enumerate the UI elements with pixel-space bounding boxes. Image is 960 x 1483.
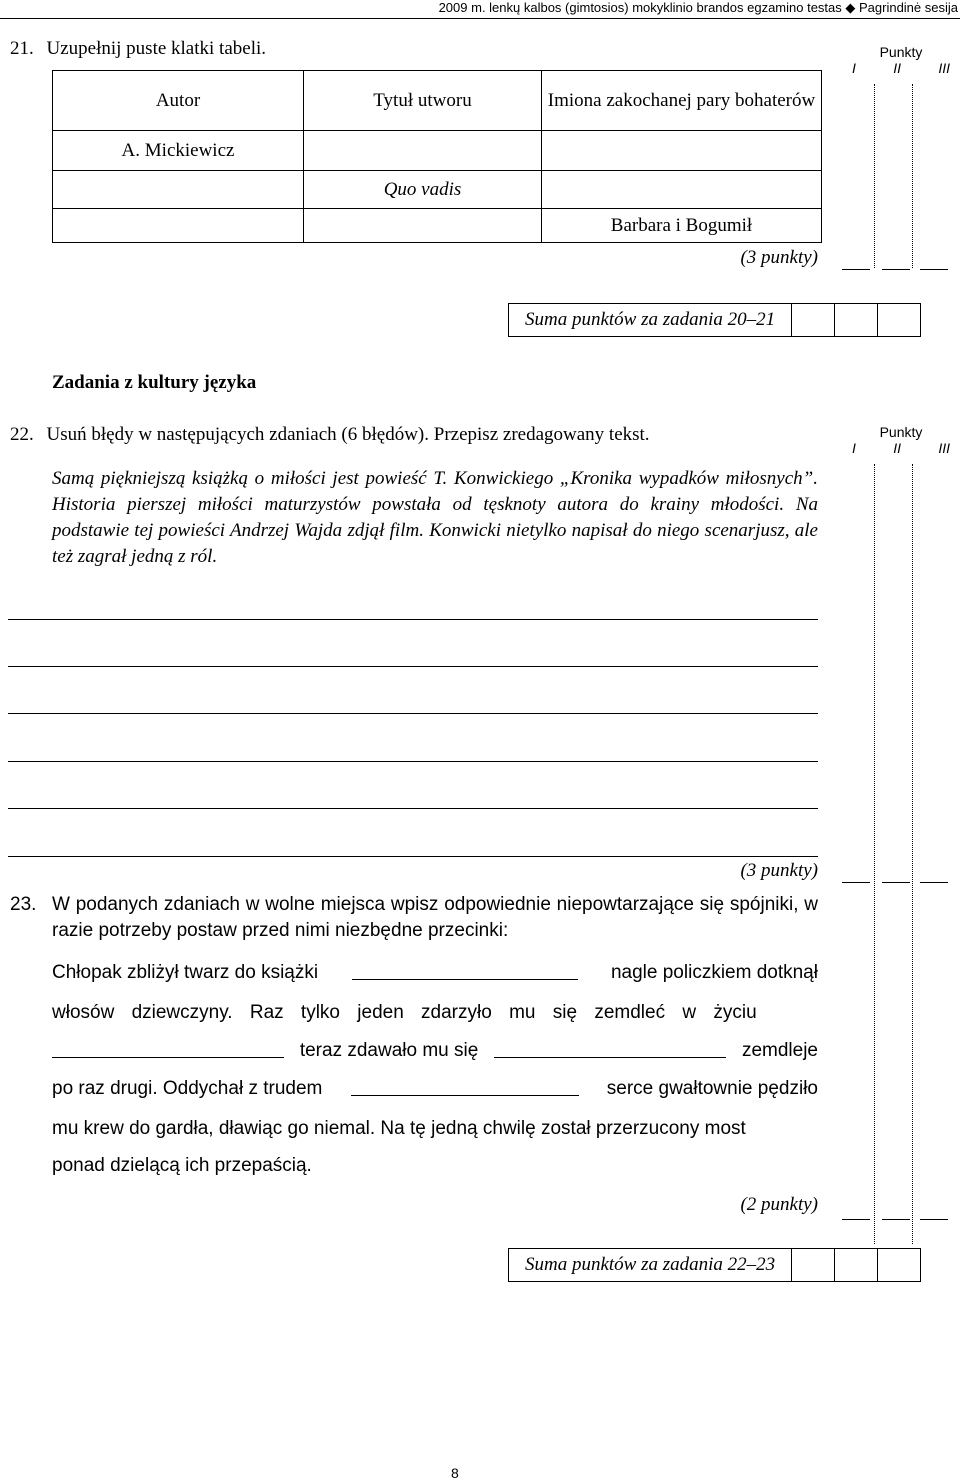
punkty-col-i: I <box>852 440 856 456</box>
answer-line[interactable] <box>8 713 818 714</box>
dotted-separator <box>874 84 875 268</box>
score-blank-ii[interactable] <box>882 882 910 883</box>
sum-box-20-21 <box>508 303 921 337</box>
punkty-col-iii: III <box>938 60 950 76</box>
dotted-separator <box>874 464 875 1244</box>
sentence-fragment: zemdleje <box>741 1040 818 1061</box>
page-number: 8 <box>451 1465 459 1481</box>
score-blank-ii[interactable] <box>882 1219 910 1220</box>
task-23-line-3 <box>52 1040 818 1062</box>
task-23-line-1 <box>52 962 818 984</box>
punkty-label: Punkty <box>879 44 923 60</box>
punkty-label: Punkty <box>879 424 923 440</box>
sum-box-22-23 <box>508 1248 921 1282</box>
answer-line[interactable] <box>8 619 818 620</box>
sum-label: Suma punktów za zadania 22–23 <box>509 1249 792 1281</box>
blank-field-4[interactable] <box>351 1094 579 1096</box>
score-blank-ii[interactable] <box>882 269 910 270</box>
sentence-fragment: nagle policzkiem dotknął <box>610 962 818 983</box>
score-blank-i[interactable] <box>842 269 870 270</box>
score-blank-iii[interactable] <box>920 269 948 270</box>
task-21-heading <box>10 38 266 60</box>
table-row <box>53 171 822 209</box>
sum-cell[interactable] <box>878 304 920 336</box>
section-title: Zadania z kultury języka <box>52 372 257 393</box>
task-22-prompt: Usuń błędy w następujących zdaniach (6 błędów). Przepisz zredagowany tekst. <box>46 424 650 445</box>
task-22-text: Samą piękniejszą książką o miłości jest powieść T. Konwickiego „Kronika wypadków miłosnych”. Historia pierszej miłości maturzystów powstała od tęsknoty autora do krainy młodości. Na podstawie tej powieści Andrzej Wajda zdjął film. Konwicki nietylko napisał do niego scenarjusz, ale też zagrał jedną z ról. <box>52 468 818 567</box>
blank-field-1[interactable] <box>352 978 578 980</box>
score-blank-iii[interactable] <box>920 1219 948 1220</box>
blank-field-2[interactable] <box>52 1056 284 1058</box>
table-cell-empty[interactable] <box>542 131 822 171</box>
task-23-heading <box>10 892 818 944</box>
table-cell-empty[interactable] <box>304 131 542 171</box>
answer-line[interactable] <box>8 666 818 667</box>
sentence-fragment: serce gwałtownie pędziło <box>606 1078 818 1099</box>
task-21-prompt: Uzupełnij puste klatki tabeli. <box>46 38 267 59</box>
table-cell-empty[interactable] <box>542 171 822 209</box>
task-21-number: 21. <box>10 38 34 59</box>
task-23-prompt: W podanych zdaniach w wolne miejsca wpisz odpowiednie niepowtarzające się spójniki, w razie potrzeby postaw przed nimi niezbędne przecinki: <box>52 894 818 941</box>
task-21-points: (3 punkty) <box>740 247 818 268</box>
blank-field-3[interactable] <box>494 1056 726 1058</box>
table-cell-empty[interactable] <box>53 171 304 209</box>
dotted-separator <box>912 84 913 268</box>
table-cell: A. Mickiewicz <box>53 131 304 171</box>
header-divider <box>0 18 960 19</box>
task-22-heading <box>10 424 650 446</box>
punkty-header-2 <box>846 424 956 456</box>
task-21-table <box>52 70 822 243</box>
page-header: 2009 m. lenkų kalbos (gimtosios) mokyklinio brandos egzamino testas ◆ Pagrindinė sesija <box>438 0 958 15</box>
table-cell-empty[interactable] <box>304 209 542 243</box>
sum-cell[interactable] <box>792 1249 835 1281</box>
task-23-line-6: ponad dzielącą ich przepaścią. <box>52 1155 312 1176</box>
task-23-number: 23. <box>10 894 37 915</box>
answer-line[interactable] <box>8 808 818 809</box>
table-row <box>53 131 822 171</box>
table-row <box>53 209 822 243</box>
task-23-line-5: mu krew do gardła, dławiąc go niemal. Na tę jedną chwilę został przerzucony most <box>52 1118 746 1139</box>
task-22-number: 22. <box>10 424 34 445</box>
sentence-fragment: teraz zdawało mu się <box>299 1040 479 1061</box>
table-header-autor: Autor <box>53 71 304 131</box>
task-23-points: (2 punkty) <box>740 1194 818 1215</box>
score-blank-iii[interactable] <box>920 882 948 883</box>
table-cell: Barbara i Bogumił <box>542 209 822 243</box>
punkty-header-1 <box>846 44 956 76</box>
table-cell-empty[interactable] <box>53 209 304 243</box>
task-23-line-4 <box>52 1078 818 1100</box>
table-cell: Quo vadis <box>304 171 542 209</box>
sum-label: Suma punktów za zadania 20–21 <box>509 304 792 336</box>
dotted-separator <box>912 464 913 1244</box>
task-23-line-2: włosów dziewczyny. Raz tylko jeden zdarzyło mu się zemdleć w życiu <box>52 1002 757 1023</box>
score-blank-i[interactable] <box>842 1219 870 1220</box>
score-blank-i[interactable] <box>842 882 870 883</box>
table-header-title: Tytuł utworu <box>304 71 542 131</box>
task-22-points: (3 punkty) <box>740 860 818 881</box>
punkty-col-iii: III <box>938 440 950 456</box>
sentence-fragment: Chłopak zbliżył twarz do książki <box>52 962 319 983</box>
sentence-fragment: po raz drugi. Oddychał z trudem <box>52 1078 323 1099</box>
sum-cell[interactable] <box>835 304 878 336</box>
answer-line[interactable] <box>8 761 818 762</box>
sum-cell[interactable] <box>835 1249 878 1281</box>
sum-cell[interactable] <box>792 304 835 336</box>
sum-cell[interactable] <box>878 1249 920 1281</box>
punkty-col-ii: II <box>893 440 901 456</box>
punkty-col-ii: II <box>893 60 901 76</box>
punkty-col-i: I <box>852 60 856 76</box>
table-header-couple: Imiona zakochanej pary bohaterów <box>542 71 822 131</box>
answer-line[interactable] <box>8 856 818 857</box>
